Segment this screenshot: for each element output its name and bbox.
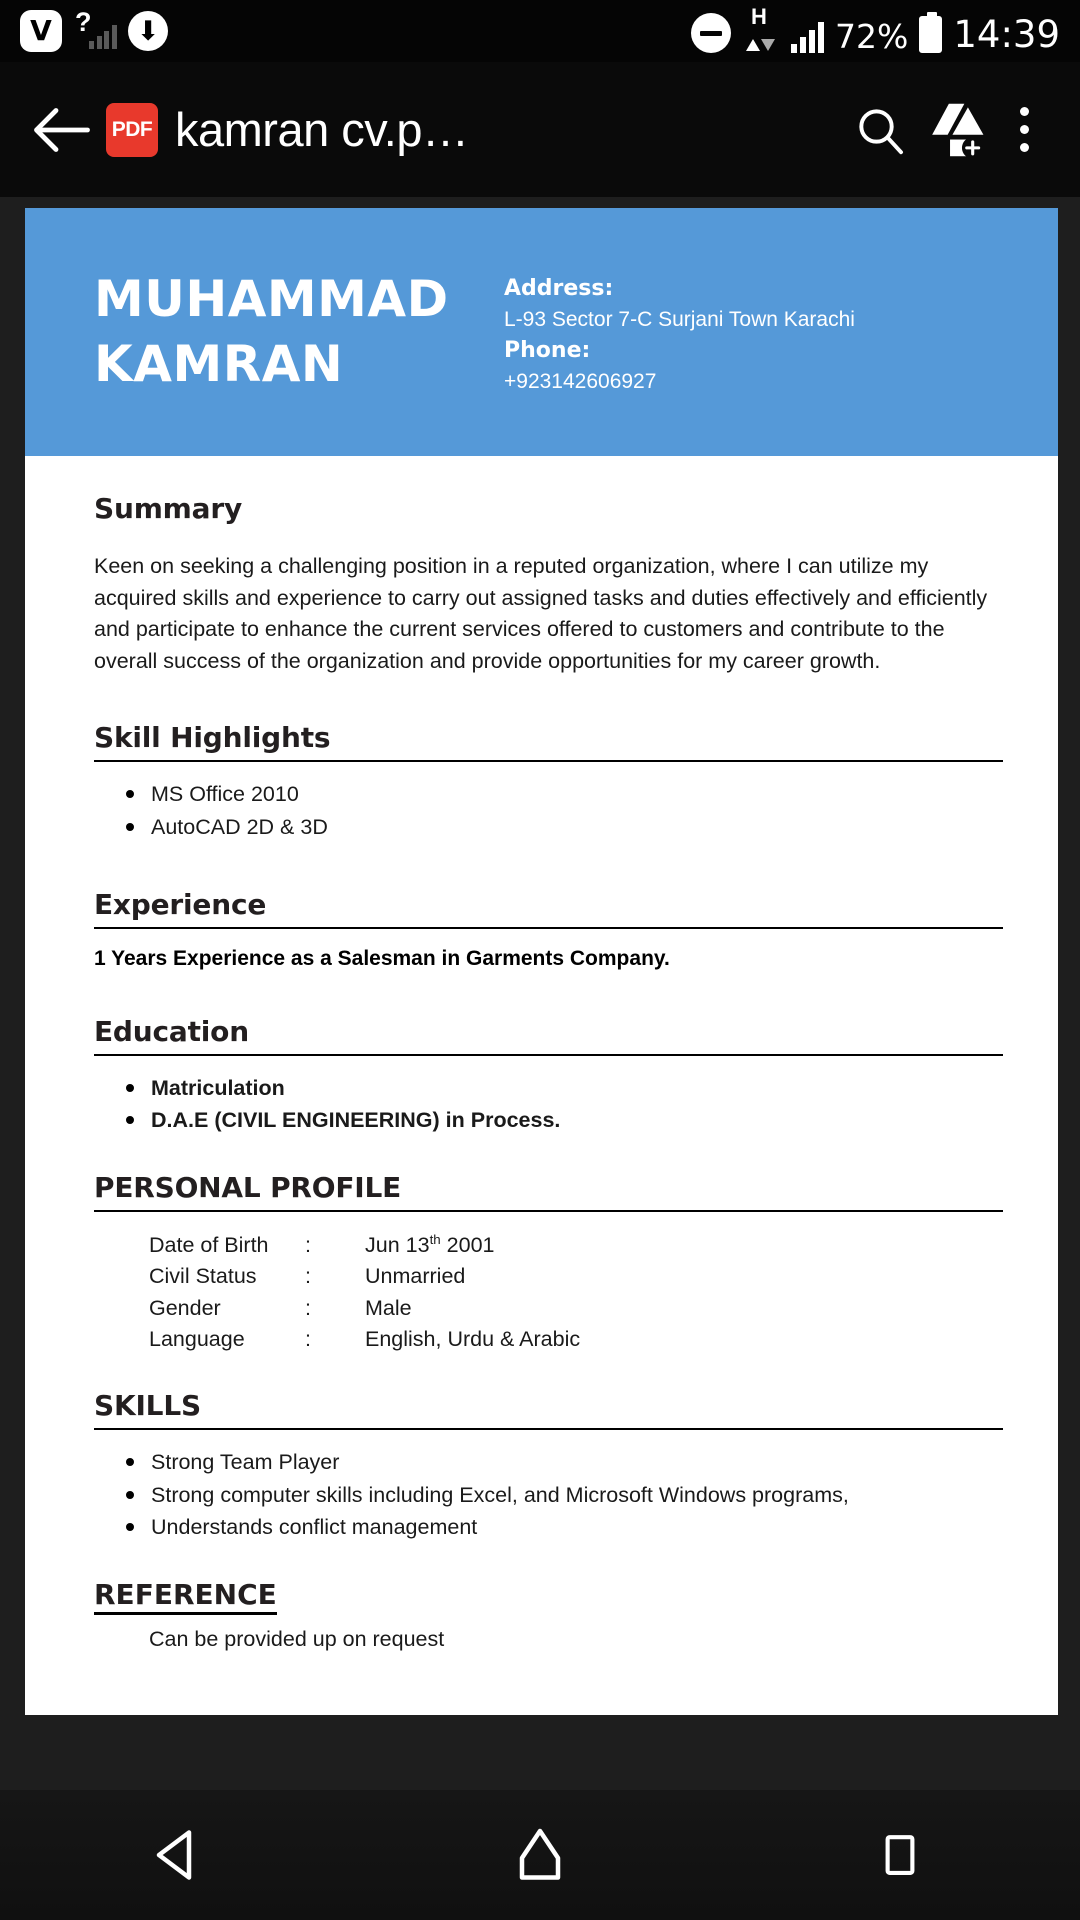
- profile-value: Male: [365, 1295, 412, 1320]
- list-item: AutoCAD 2D & 3D: [94, 811, 1003, 844]
- nav-home-icon[interactable]: [465, 1790, 615, 1920]
- summary-text: Keen on seeking a challenging position in a reputed organization, where I can utilize my acquired skills and experience to carry out assigned tasks and duties effectively and efficiently and participate to enhance the current services offered to customers and contribute to the overall success of the organization and provide opportunities for my career growth.: [94, 554, 988, 673]
- profile-value-post: 2001: [440, 1233, 495, 1258]
- reference-text: Can be provided up on request: [149, 1626, 445, 1651]
- list-item: Strong Team Player: [94, 1446, 1003, 1479]
- experience-text: 1 Years Experience as a Salesman in Garments Company.: [94, 946, 670, 970]
- profile-value: Unmarried: [365, 1264, 466, 1289]
- section-heading-skill-highlights: Skill Highlights: [94, 721, 331, 755]
- status-bar-clock: 14:39: [953, 13, 1060, 56]
- add-to-drive-icon[interactable]: [918, 92, 994, 168]
- system-navigation-bar: [0, 1790, 1080, 1920]
- profile-value-sup: th: [429, 1232, 441, 1248]
- section-heading-skills: SKILLS: [94, 1388, 201, 1422]
- table-row: [149, 1293, 580, 1324]
- resume-header: [25, 208, 1058, 456]
- app-bar: [0, 62, 1080, 197]
- status-bar: [0, 0, 1080, 62]
- pdf-file-icon: PDF: [106, 103, 158, 157]
- back-arrow-icon[interactable]: [26, 94, 98, 166]
- profile-separator: :: [305, 1326, 311, 1351]
- nav-back-icon[interactable]: [105, 1790, 255, 1920]
- viber-icon: V: [20, 10, 62, 52]
- table-row: [149, 1230, 580, 1261]
- more-options-icon[interactable]: [994, 92, 1054, 168]
- profile-key: Gender: [149, 1295, 221, 1320]
- profile-separator: :: [305, 1264, 311, 1289]
- battery-percent-label: 72%: [835, 17, 909, 56]
- signal-bars-icon: [791, 22, 824, 53]
- resume-body: [25, 456, 1058, 1652]
- profile-value: [365, 1230, 580, 1261]
- list-item: Matriculation: [94, 1072, 1003, 1105]
- section-heading-personal-profile: PERSONAL PROFILE: [94, 1171, 402, 1205]
- table-row: [149, 1261, 580, 1292]
- hsdpa-data-icon: [742, 4, 780, 53]
- section-divider: [94, 1210, 1003, 1212]
- phone-label: Phone:: [504, 338, 591, 363]
- do-not-disturb-icon: [691, 13, 731, 53]
- pdf-viewer[interactable]: [0, 197, 1080, 1790]
- list-item: MS Office 2010: [94, 778, 1003, 811]
- profile-value: English, Urdu & Arabic: [365, 1326, 581, 1351]
- skill-highlights-list: [94, 778, 1003, 843]
- contact-block: [504, 267, 855, 398]
- pdf-page: [25, 208, 1058, 1715]
- address-value: L-93 Sector 7-C Surjani Town Karachi: [504, 307, 855, 331]
- section-heading-education: Education: [94, 1014, 249, 1048]
- profile-value-pre: Jun 13: [365, 1233, 430, 1258]
- profile-key: Language: [149, 1326, 245, 1351]
- candidate-name-line1: MUHAMMAD: [94, 270, 449, 328]
- section-divider: [94, 1428, 1003, 1430]
- network-type-label: H: [751, 4, 767, 29]
- status-bar-left: [0, 7, 168, 52]
- education-list: [94, 1072, 1003, 1137]
- section-heading-summary: Summary: [94, 492, 243, 525]
- unknown-signal-icon: ?: [75, 11, 115, 51]
- personal-profile-table: [149, 1230, 580, 1355]
- section-heading-experience: Experience: [94, 887, 267, 921]
- status-bar-right: [691, 4, 1080, 56]
- section-divider: [94, 927, 1003, 929]
- list-item: D.A.E (CIVIL ENGINEERING) in Process.: [94, 1104, 1003, 1137]
- section-heading-reference: REFERENCE: [94, 1578, 277, 1615]
- list-item: Strong computer skills including Excel, and Microsoft Windows programs,: [94, 1479, 1003, 1512]
- skills-list: [94, 1446, 1003, 1544]
- search-icon[interactable]: [842, 92, 918, 168]
- nav-recents-icon[interactable]: [825, 1790, 975, 1920]
- profile-separator: :: [305, 1233, 311, 1258]
- profile-key: Civil Status: [149, 1264, 257, 1289]
- document-title: kamran cv.p…: [175, 103, 469, 156]
- profile-separator: :: [305, 1295, 311, 1320]
- address-label: Address:: [504, 275, 614, 301]
- candidate-name: [94, 267, 504, 397]
- battery-icon: [919, 16, 942, 53]
- section-divider: [94, 1054, 1003, 1056]
- candidate-name-line2: KAMRAN: [94, 335, 344, 393]
- section-divider: [94, 760, 1003, 762]
- phone-value: +923142606927: [504, 369, 657, 393]
- table-row: [149, 1324, 580, 1355]
- profile-key: Date of Birth: [149, 1233, 269, 1258]
- list-item: Understands conflict management: [94, 1511, 1003, 1544]
- download-icon: ⬇: [128, 11, 168, 51]
